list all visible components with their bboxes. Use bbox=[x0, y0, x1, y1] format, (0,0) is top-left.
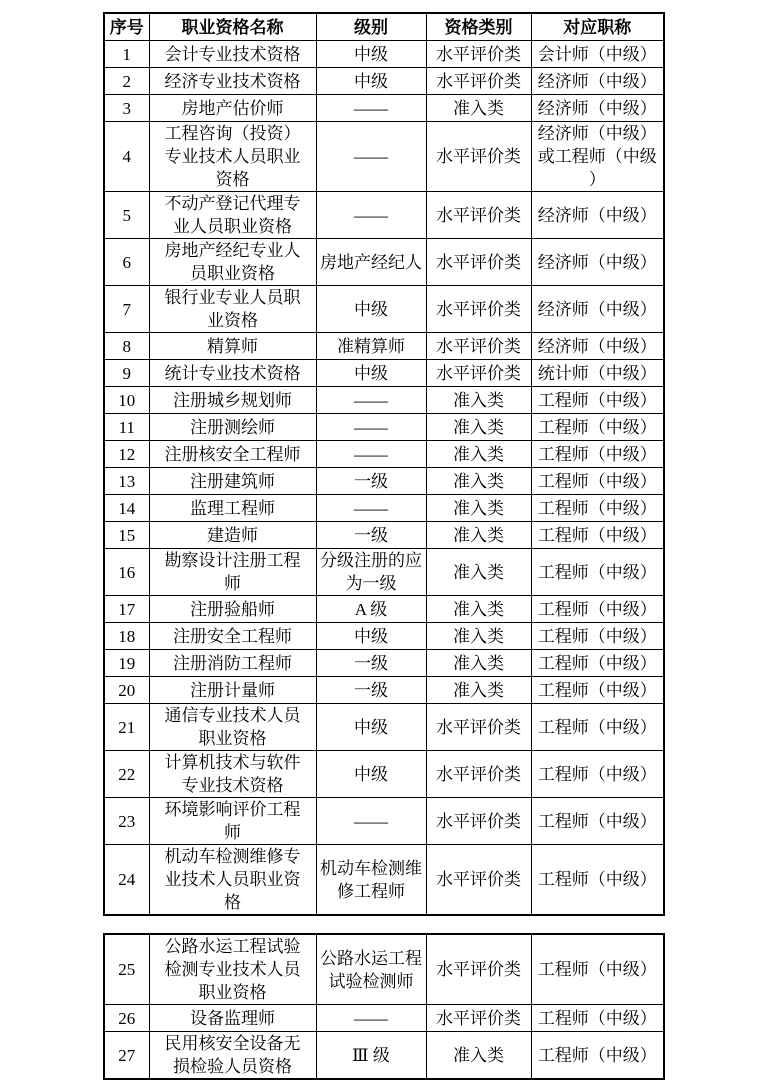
cell-level: 公路水运工程试验检测师 bbox=[316, 934, 426, 1005]
cell-qualification-name: 机动车检测维修专业技术人员职业资格 bbox=[149, 845, 316, 916]
cell-level: 中级 bbox=[316, 286, 426, 333]
cell-qualification-name: 注册测绘师 bbox=[149, 414, 316, 441]
cell-row-number: 19 bbox=[104, 650, 149, 677]
cell-qualification-name: 注册验船师 bbox=[149, 596, 316, 623]
cell-level: —— bbox=[316, 122, 426, 192]
cell-qualification-name: 房地产估价师 bbox=[149, 95, 316, 122]
column-header-name: 职业资格名称 bbox=[149, 13, 316, 41]
table-row bbox=[104, 468, 664, 495]
cell-corresponding-title: 工程师（中级） bbox=[531, 650, 664, 677]
cell-row-number: 17 bbox=[104, 596, 149, 623]
cell-category: 水平评价类 bbox=[426, 1005, 531, 1032]
table-row bbox=[104, 192, 664, 239]
cell-category: 准入类 bbox=[426, 522, 531, 549]
cell-category: 水平评价类 bbox=[426, 122, 531, 192]
cell-level: A 级 bbox=[316, 596, 426, 623]
cell-row-number: 27 bbox=[104, 1032, 149, 1080]
cell-category: 准入类 bbox=[426, 414, 531, 441]
cell-row-number: 21 bbox=[104, 704, 149, 751]
cell-row-number: 12 bbox=[104, 441, 149, 468]
table-row bbox=[104, 387, 664, 414]
cell-category: 水平评价类 bbox=[426, 704, 531, 751]
table-row bbox=[104, 650, 664, 677]
cell-row-number: 11 bbox=[104, 414, 149, 441]
header-row bbox=[104, 13, 664, 41]
cell-corresponding-title: 经济师（中级） bbox=[531, 68, 664, 95]
cell-corresponding-title: 经济师（中级） bbox=[531, 333, 664, 360]
cell-category: 水平评价类 bbox=[426, 360, 531, 387]
cell-category: 准入类 bbox=[426, 549, 531, 596]
cell-corresponding-title: 统计师（中级） bbox=[531, 360, 664, 387]
cell-category: 水平评价类 bbox=[426, 192, 531, 239]
cell-level: 中级 bbox=[316, 704, 426, 751]
cell-qualification-name: 经济专业技术资格 bbox=[149, 68, 316, 95]
cell-qualification-name: 民用核安全设备无损检验人员资格 bbox=[149, 1032, 316, 1080]
table-row bbox=[104, 623, 664, 650]
cell-corresponding-title: 经济师（中级） bbox=[531, 286, 664, 333]
table-row bbox=[104, 441, 664, 468]
cell-category: 准入类 bbox=[426, 623, 531, 650]
column-header-level: 级别 bbox=[316, 13, 426, 41]
cell-row-number: 13 bbox=[104, 468, 149, 495]
cell-level: 一级 bbox=[316, 677, 426, 704]
cell-level: 一级 bbox=[316, 522, 426, 549]
cell-row-number: 23 bbox=[104, 798, 149, 845]
cell-row-number: 26 bbox=[104, 1005, 149, 1032]
cell-corresponding-title: 工程师（中级） bbox=[531, 468, 664, 495]
cell-corresponding-title: 经济师（中级）或工程师（中级） bbox=[531, 122, 664, 192]
cell-row-number: 5 bbox=[104, 192, 149, 239]
table-row bbox=[104, 934, 664, 1005]
cell-level: —— bbox=[316, 441, 426, 468]
table-row bbox=[104, 549, 664, 596]
table-row bbox=[104, 286, 664, 333]
cell-row-number: 25 bbox=[104, 934, 149, 1005]
table-row bbox=[104, 414, 664, 441]
cell-corresponding-title: 经济师（中级） bbox=[531, 192, 664, 239]
cell-level: 一级 bbox=[316, 650, 426, 677]
column-header-category: 资格类别 bbox=[426, 13, 531, 41]
cell-qualification-name: 注册核安全工程师 bbox=[149, 441, 316, 468]
cell-row-number: 7 bbox=[104, 286, 149, 333]
cell-qualification-name: 公路水运工程试验检测专业技术人员职业资格 bbox=[149, 934, 316, 1005]
cell-qualification-name: 银行业专业人员职业资格 bbox=[149, 286, 316, 333]
cell-corresponding-title: 工程师（中级） bbox=[531, 414, 664, 441]
cell-corresponding-title: 工程师（中级） bbox=[531, 1005, 664, 1032]
cell-qualification-name: 建造师 bbox=[149, 522, 316, 549]
cell-qualification-name: 不动产登记代理专业人员职业资格 bbox=[149, 192, 316, 239]
cell-corresponding-title: 工程师（中级） bbox=[531, 934, 664, 1005]
cell-row-number: 22 bbox=[104, 751, 149, 798]
cell-level: 机动车检测维修工程师 bbox=[316, 845, 426, 916]
table-row bbox=[104, 845, 664, 916]
cell-corresponding-title: 工程师（中级） bbox=[531, 798, 664, 845]
table-row bbox=[104, 798, 664, 845]
cell-level: 中级 bbox=[316, 751, 426, 798]
cell-qualification-name: 注册安全工程师 bbox=[149, 623, 316, 650]
cell-category: 水平评价类 bbox=[426, 41, 531, 68]
cell-corresponding-title: 工程师（中级） bbox=[531, 677, 664, 704]
cell-row-number: 20 bbox=[104, 677, 149, 704]
cell-level: —— bbox=[316, 192, 426, 239]
cell-qualification-name: 环境影响评价工程师 bbox=[149, 798, 316, 845]
cell-category: 准入类 bbox=[426, 441, 531, 468]
cell-corresponding-title: 经济师（中级） bbox=[531, 239, 664, 286]
cell-corresponding-title: 工程师（中级） bbox=[531, 751, 664, 798]
cell-corresponding-title: 工程师（中级） bbox=[531, 441, 664, 468]
cell-category: 准入类 bbox=[426, 495, 531, 522]
cell-category: 水平评价类 bbox=[426, 286, 531, 333]
cell-level: —— bbox=[316, 387, 426, 414]
cell-corresponding-title: 工程师（中级） bbox=[531, 549, 664, 596]
cell-qualification-name: 勘察设计注册工程师 bbox=[149, 549, 316, 596]
cell-row-number: 2 bbox=[104, 68, 149, 95]
cell-category: 准入类 bbox=[426, 596, 531, 623]
cell-category: 水平评价类 bbox=[426, 333, 531, 360]
cell-level: —— bbox=[316, 495, 426, 522]
cell-row-number: 18 bbox=[104, 623, 149, 650]
table-row bbox=[104, 751, 664, 798]
cell-corresponding-title: 会计师（中级） bbox=[531, 41, 664, 68]
cell-row-number: 4 bbox=[104, 122, 149, 192]
cell-corresponding-title: 工程师（中级） bbox=[531, 495, 664, 522]
cell-row-number: 1 bbox=[104, 41, 149, 68]
cell-corresponding-title: 工程师（中级） bbox=[531, 387, 664, 414]
cell-qualification-name: 监理工程师 bbox=[149, 495, 316, 522]
column-header-title: 对应职称 bbox=[531, 13, 664, 41]
table-row bbox=[104, 333, 664, 360]
cell-level: —— bbox=[316, 95, 426, 122]
cell-level: 中级 bbox=[316, 360, 426, 387]
qualification-table-part-1 bbox=[103, 12, 665, 916]
table-row bbox=[104, 360, 664, 387]
cell-category: 水平评价类 bbox=[426, 751, 531, 798]
cell-qualification-name: 计算机技术与软件专业技术资格 bbox=[149, 751, 316, 798]
cell-corresponding-title: 工程师（中级） bbox=[531, 845, 664, 916]
cell-qualification-name: 注册消防工程师 bbox=[149, 650, 316, 677]
cell-level: —— bbox=[316, 798, 426, 845]
cell-row-number: 9 bbox=[104, 360, 149, 387]
cell-category: 水平评价类 bbox=[426, 239, 531, 286]
cell-qualification-name: 会计专业技术资格 bbox=[149, 41, 316, 68]
cell-category: 水平评价类 bbox=[426, 845, 531, 916]
cell-category: 准入类 bbox=[426, 1032, 531, 1080]
table-row bbox=[104, 596, 664, 623]
cell-category: 水平评价类 bbox=[426, 934, 531, 1005]
cell-category: 水平评价类 bbox=[426, 798, 531, 845]
table-row bbox=[104, 522, 664, 549]
cell-qualification-name: 设备监理师 bbox=[149, 1005, 316, 1032]
column-header-no: 序号 bbox=[104, 13, 149, 41]
table-row bbox=[104, 95, 664, 122]
table-row bbox=[104, 68, 664, 95]
cell-row-number: 15 bbox=[104, 522, 149, 549]
cell-level: —— bbox=[316, 414, 426, 441]
cell-row-number: 10 bbox=[104, 387, 149, 414]
cell-row-number: 16 bbox=[104, 549, 149, 596]
cell-corresponding-title: 工程师（中级） bbox=[531, 704, 664, 751]
cell-row-number: 6 bbox=[104, 239, 149, 286]
cell-qualification-name: 工程咨询（投资）专业技术人员职业资格 bbox=[149, 122, 316, 192]
table-row bbox=[104, 677, 664, 704]
cell-qualification-name: 统计专业技术资格 bbox=[149, 360, 316, 387]
cell-corresponding-title: 工程师（中级） bbox=[531, 596, 664, 623]
cell-qualification-name: 通信专业技术人员职业资格 bbox=[149, 704, 316, 751]
table-gap bbox=[103, 916, 665, 933]
table-row bbox=[104, 122, 664, 192]
table-area bbox=[103, 12, 665, 1080]
cell-corresponding-title: 工程师（中级） bbox=[531, 1032, 664, 1080]
cell-category: 准入类 bbox=[426, 468, 531, 495]
cell-qualification-name: 注册城乡规划师 bbox=[149, 387, 316, 414]
cell-corresponding-title: 工程师（中级） bbox=[531, 623, 664, 650]
cell-category: 准入类 bbox=[426, 650, 531, 677]
cell-row-number: 3 bbox=[104, 95, 149, 122]
cell-category: 水平评价类 bbox=[426, 68, 531, 95]
cell-level: 准精算师 bbox=[316, 333, 426, 360]
table-row bbox=[104, 495, 664, 522]
cell-corresponding-title: 工程师（中级） bbox=[531, 522, 664, 549]
cell-qualification-name: 注册建筑师 bbox=[149, 468, 316, 495]
cell-level: Ⅲ 级 bbox=[316, 1032, 426, 1080]
table-row bbox=[104, 1032, 664, 1080]
cell-level: —— bbox=[316, 1005, 426, 1032]
cell-level: 分级注册的应为一级 bbox=[316, 549, 426, 596]
table-row bbox=[104, 41, 664, 68]
cell-category: 准入类 bbox=[426, 677, 531, 704]
cell-level: 中级 bbox=[316, 68, 426, 95]
cell-level: 中级 bbox=[316, 623, 426, 650]
cell-level: 中级 bbox=[316, 41, 426, 68]
cell-qualification-name: 房地产经纪专业人员职业资格 bbox=[149, 239, 316, 286]
table-row bbox=[104, 239, 664, 286]
cell-corresponding-title: 经济师（中级） bbox=[531, 95, 664, 122]
table-row bbox=[104, 1005, 664, 1032]
cell-row-number: 14 bbox=[104, 495, 149, 522]
cell-qualification-name: 精算师 bbox=[149, 333, 316, 360]
cell-row-number: 8 bbox=[104, 333, 149, 360]
cell-qualification-name: 注册计量师 bbox=[149, 677, 316, 704]
cell-row-number: 24 bbox=[104, 845, 149, 916]
table-row bbox=[104, 704, 664, 751]
cell-level: 一级 bbox=[316, 468, 426, 495]
cell-level: 房地产经纪人 bbox=[316, 239, 426, 286]
qualification-table-part-2 bbox=[103, 933, 665, 1080]
cell-category: 准入类 bbox=[426, 95, 531, 122]
cell-category: 准入类 bbox=[426, 387, 531, 414]
